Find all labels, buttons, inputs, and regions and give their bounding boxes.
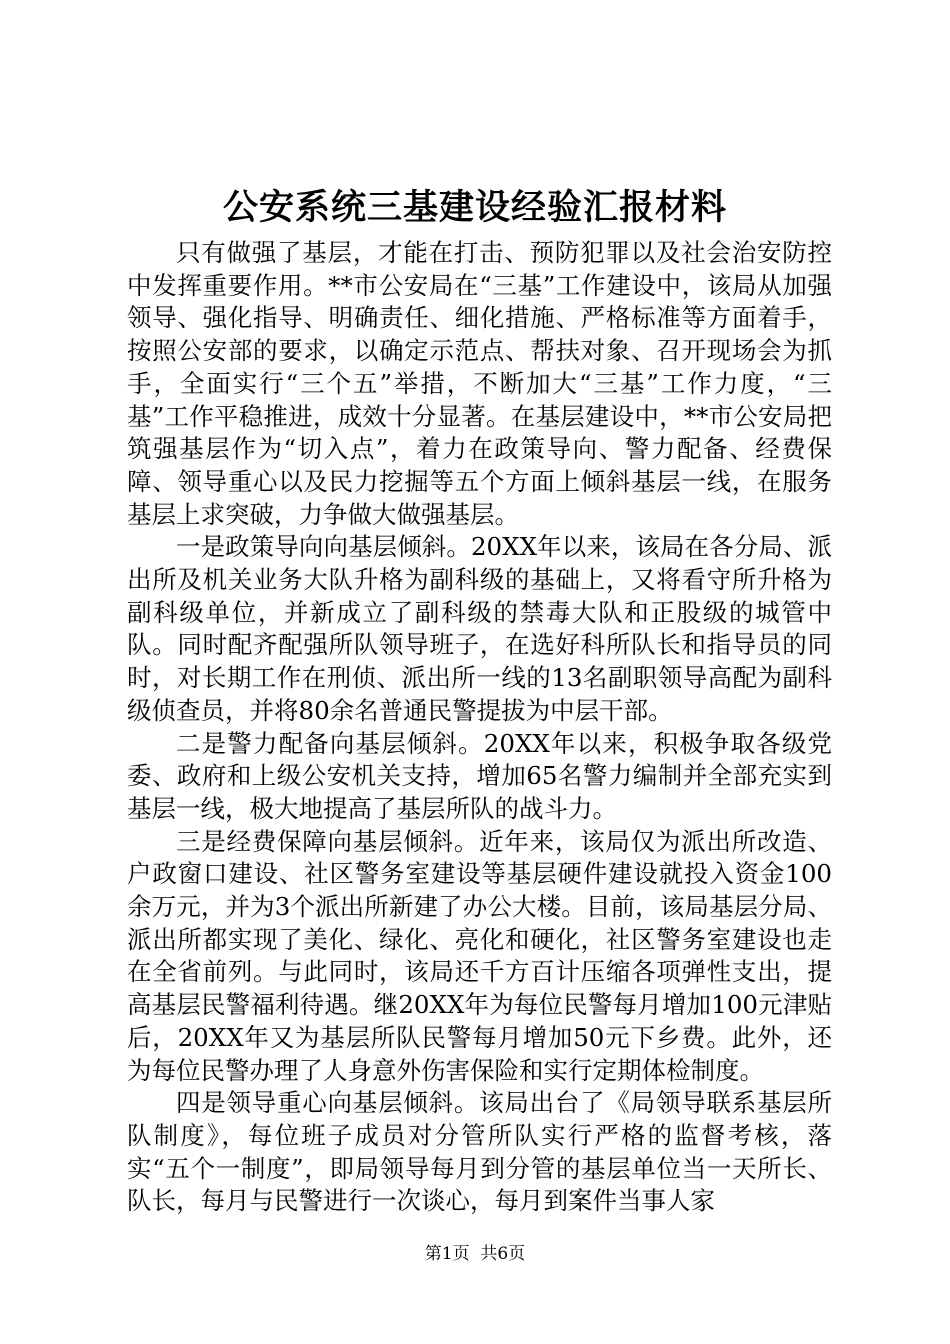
police-force-paragraph: 二是警力配备向基层倾斜。20XX年以来，积极争取各级党委、政府和上级公安机关支持，增加65名警力编制并全部充实到基层一线，极大地提高了基层所队的战斗力。 <box>127 728 832 823</box>
leadership-paragraph: 四是领导重心向基层倾斜。该局出台了《局领导联系基层所队制度》，每位班子成员对分管所队实行严格的监督考核，落实“五个一制度”，即局领导每月到分管的基层单位当一天所长、队长，每月与民警进行一次谈心，每月到案件当事人家 <box>127 1088 832 1216</box>
intro-paragraph: 只有做强了基层，才能在打击、预防犯罪以及社会治安防控中发挥重要作用。**市公安局在“三基”工作建设中，该局从加强领导、强化指导、明确责任、细化措施、严格标准等方面着手，按照公安部的要求，以确定示范点、帮扶对象、召开现场会为抓手，全面实行“三个五”举措，不断加大“三基”工作力度，“三基”工作平稳推进，成效十分显著。在基层建设中，**市公安局把筑强基层作为“切入点”，着力在政策导向、警力配备、经费保障、领导重心以及民力挖掘等五个方面上倾斜基层一线，在服务基层上求突破，力争做大做强基层。 <box>127 238 832 529</box>
page-total: 共6页 <box>480 1244 526 1264</box>
policy-paragraph: 一是政策导向向基层倾斜。20XX年以来，该局在各分局、派出所及机关业务大队升格为副科级的基础上，又将看守所升格为副科级单位，并新成立了副科级的禁毒大队和正股级的城管中队。同时配齐配强所队领导班子，在选好科所队长和指导员的同时，对长期工作在刑侦、派出所一线的13名副职领导高配为副科级侦查员，并将80余名普通民警提拔为中层干部。 <box>127 532 832 725</box>
document-title: 公安系统三基建设经验汇报材料 <box>222 187 727 228</box>
document-body <box>127 237 832 1218</box>
page-footer <box>0 1242 950 1266</box>
funding-paragraph: 三是经费保障向基层倾斜。近年来，该局仅为派出所改造、户政窗口建设、社区警务室建设等基层硬件建设就投入资金100余万元，并为3个派出所新建了办公大楼。目前，该局基层分局、派出所都实现了美化、绿化、亮化和硬化，社区警务室建设也走在全省前列。与此同时，该局还千方百计压缩各项弹性支出，提高基层民警福利待遇。继20XX年为每位民警每月增加100元津贴后，20XX年又为基层所队民警每月增加50元下乡费。此外，还为每位民警办理了人身意外伤害保险和实行定期体检制度。 <box>127 826 832 1085</box>
page-number: 第1页 <box>424 1244 470 1264</box>
